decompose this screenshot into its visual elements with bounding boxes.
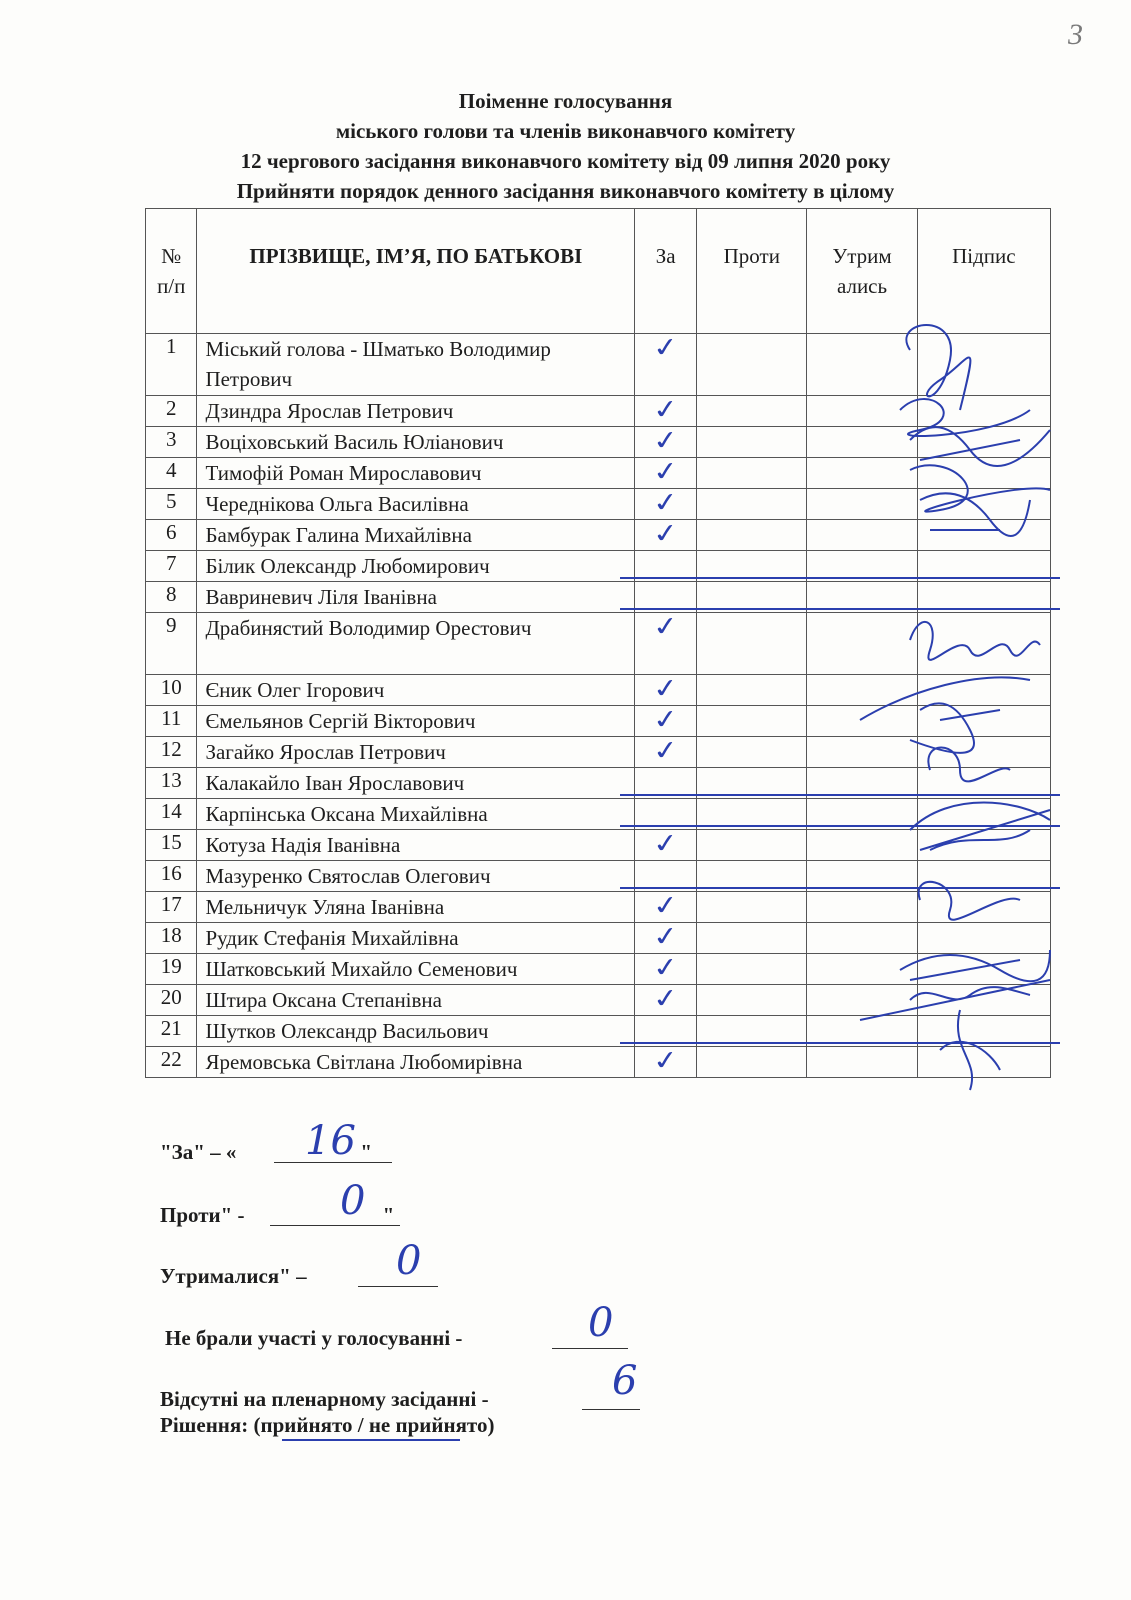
col-against: Проти <box>697 209 807 334</box>
row-name: Дзиндра Ярослав Петрович <box>197 396 635 427</box>
summary-abstain <box>160 1264 307 1289</box>
row-number: 2 <box>146 396 197 427</box>
row-for <box>635 982 697 1016</box>
row-against <box>697 675 807 706</box>
summary-for-value: 16 <box>305 1118 356 1164</box>
summary-decision: Рішення: (прийнято / не прийнято) <box>160 1413 495 1437</box>
signature-20 <box>860 980 1050 1020</box>
row-number: 15 <box>146 830 197 861</box>
row-against <box>697 830 807 861</box>
row-for <box>635 455 697 489</box>
row-against <box>697 706 807 737</box>
row-number: 16 <box>146 861 197 892</box>
row-for <box>635 517 697 551</box>
summary-absent-label: Відсутні на пленарному засіданні - <box>160 1387 489 1411</box>
row-number: 22 <box>146 1047 197 1078</box>
signature-15 <box>910 803 1050 851</box>
check-mark-icon: ✓ <box>650 424 681 457</box>
row-number: 19 <box>146 954 197 985</box>
row-name: Бамбурак Галина Михайлівна <box>197 520 635 551</box>
summary-absent <box>160 1387 489 1412</box>
row-for <box>635 703 697 737</box>
row-name: Штира Оксана Степанівна <box>197 985 635 1016</box>
check-mark-icon: ✓ <box>650 920 681 953</box>
row-for <box>635 827 697 861</box>
signature-22 <box>940 1010 1000 1090</box>
row-for <box>635 672 697 706</box>
signature-2 <box>900 399 1030 436</box>
decision-underline <box>282 1439 460 1441</box>
row-name: Котуза Надія Іванівна <box>197 830 635 861</box>
signature-scribbles <box>850 290 1100 1110</box>
signature-17 <box>919 882 1020 920</box>
row-name: Воціховський Василь Юліанович <box>197 427 635 458</box>
row-against <box>697 489 807 520</box>
col-for: За <box>635 209 697 334</box>
row-number: 6 <box>146 520 197 551</box>
check-mark-icon: ✓ <box>650 331 681 364</box>
row-number: 10 <box>146 675 197 706</box>
summary-for-end: " <box>360 1140 373 1164</box>
row-name: Череднікова Ольга Василівна <box>197 489 635 520</box>
check-mark-icon: ✓ <box>650 1044 681 1077</box>
row-number: 3 <box>146 427 197 458</box>
row-name: Єник Олег Ігорович <box>197 675 635 706</box>
row-against <box>697 458 807 489</box>
row-for <box>635 331 697 396</box>
header-line-3: 12 чергового засідання виконавчого комітету від 09 липня 2020 року <box>240 149 891 173</box>
check-mark-icon: ✓ <box>650 889 681 922</box>
row-name: Тимофій Роман Мирославович <box>197 458 635 489</box>
row-for <box>635 951 697 985</box>
check-mark-icon: ✓ <box>650 827 681 860</box>
row-name: Вавриневич Ліля Іванівна <box>197 582 635 613</box>
summary-for-label: "За" – « <box>160 1140 237 1164</box>
row-number: 14 <box>146 799 197 830</box>
row-name: Міський голова - Шматько Володимир Петрович <box>197 334 635 396</box>
row-against <box>697 1047 807 1078</box>
row-number: 12 <box>146 737 197 768</box>
check-mark-icon: ✓ <box>650 703 681 736</box>
check-mark-icon: ✓ <box>650 734 681 767</box>
signature-5 <box>920 493 1030 536</box>
signature-3 <box>910 427 1050 466</box>
row-against <box>697 396 807 427</box>
row-number: 17 <box>146 892 197 923</box>
row-against <box>697 954 807 985</box>
row-name: Ємельянов Сергій Вікторович <box>197 706 635 737</box>
summary-not-voted-value: 0 <box>588 1300 614 1346</box>
header-line-1: Поіменне голосування <box>458 89 673 113</box>
signature-11 <box>910 703 1000 753</box>
col-abstain: Утрим ались <box>807 209 917 334</box>
row-name: Яремовська Світлана Любомирівна <box>197 1047 635 1078</box>
signature-9 <box>910 622 1040 660</box>
row-number: 1 <box>146 334 197 396</box>
col-signature: Підпис <box>917 209 1050 334</box>
col-num: № п/п <box>146 209 197 334</box>
check-mark-icon: ✓ <box>650 951 681 984</box>
row-number: 21 <box>146 1016 197 1047</box>
check-mark-icon: ✓ <box>650 486 681 519</box>
row-name: Загайко Ярослав Петрович <box>197 737 635 768</box>
col-name: ПРІЗВИЩЕ, ІМ’Я, ПО БАТЬКОВІ <box>197 209 635 334</box>
row-number: 11 <box>146 706 197 737</box>
check-mark-icon: ✓ <box>650 610 681 643</box>
row-number: 4 <box>146 458 197 489</box>
row-for <box>635 610 697 675</box>
row-for <box>635 734 697 768</box>
check-mark-icon: ✓ <box>650 672 681 705</box>
row-against <box>697 985 807 1016</box>
summary-absent-value: 6 <box>612 1358 638 1404</box>
summary-against-value: 0 <box>340 1178 366 1224</box>
row-for <box>635 486 697 520</box>
summary-against-end: " <box>382 1203 395 1227</box>
row-name: Шутков Олександр Васильович <box>197 1016 635 1047</box>
signature-19 <box>900 950 1050 981</box>
row-name: Драбинястий Володимир Орестович <box>197 613 635 675</box>
row-for <box>635 1044 697 1078</box>
signature-10 <box>860 677 1030 720</box>
row-number: 7 <box>146 551 197 582</box>
row-number: 8 <box>146 582 197 613</box>
row-for <box>635 424 697 458</box>
row-against <box>697 892 807 923</box>
row-against <box>697 334 807 396</box>
not-voted-underline <box>552 1348 628 1349</box>
header-line-4: Прийняти порядок денного засідання виконавчого комітету в цілому <box>236 179 895 203</box>
row-against <box>697 737 807 768</box>
header-line-2: міського голови та членів виконавчого комітету <box>335 119 796 143</box>
summary-not-voted <box>165 1326 462 1351</box>
row-number: 9 <box>146 613 197 675</box>
absent-underline <box>582 1409 640 1410</box>
abstain-underline <box>358 1286 438 1287</box>
summary-abstain-value: 0 <box>396 1238 422 1284</box>
row-name: Карпінська Оксана Михайлівна <box>197 799 635 830</box>
row-name: Мельничук Уляна Іванівна <box>197 892 635 923</box>
check-mark-icon: ✓ <box>650 393 681 426</box>
row-name: Білик Олександр Любомирович <box>197 551 635 582</box>
row-for <box>635 920 697 954</box>
row-name: Калакайло Іван Ярославович <box>197 768 635 799</box>
document-header <box>0 86 1131 206</box>
against-underline <box>270 1225 400 1226</box>
row-for <box>635 889 697 923</box>
check-mark-icon: ✓ <box>650 982 681 1015</box>
row-number: 18 <box>146 923 197 954</box>
row-against <box>697 923 807 954</box>
row-against <box>697 427 807 458</box>
row-name: Шатковський Михайло Семенович <box>197 954 635 985</box>
row-for <box>635 393 697 427</box>
row-number: 5 <box>146 489 197 520</box>
row-name: Рудик Стефанія Михайлівна <box>197 923 635 954</box>
row-against <box>697 613 807 675</box>
check-mark-icon: ✓ <box>650 455 681 488</box>
summary-abstain-label: Утрималися" – <box>160 1264 307 1288</box>
row-name: Мазуренко Святослав Олегович <box>197 861 635 892</box>
signature-1 <box>906 325 970 410</box>
summary-against-label: Проти" - <box>160 1203 245 1227</box>
signature-12 <box>928 748 1010 782</box>
row-number: 13 <box>146 768 197 799</box>
row-against <box>697 520 807 551</box>
row-number: 20 <box>146 985 197 1016</box>
check-mark-icon: ✓ <box>650 517 681 550</box>
page-number: 3 <box>1068 18 1083 51</box>
summary-not-voted-label: Не брали участі у голосуванні - <box>165 1326 463 1350</box>
